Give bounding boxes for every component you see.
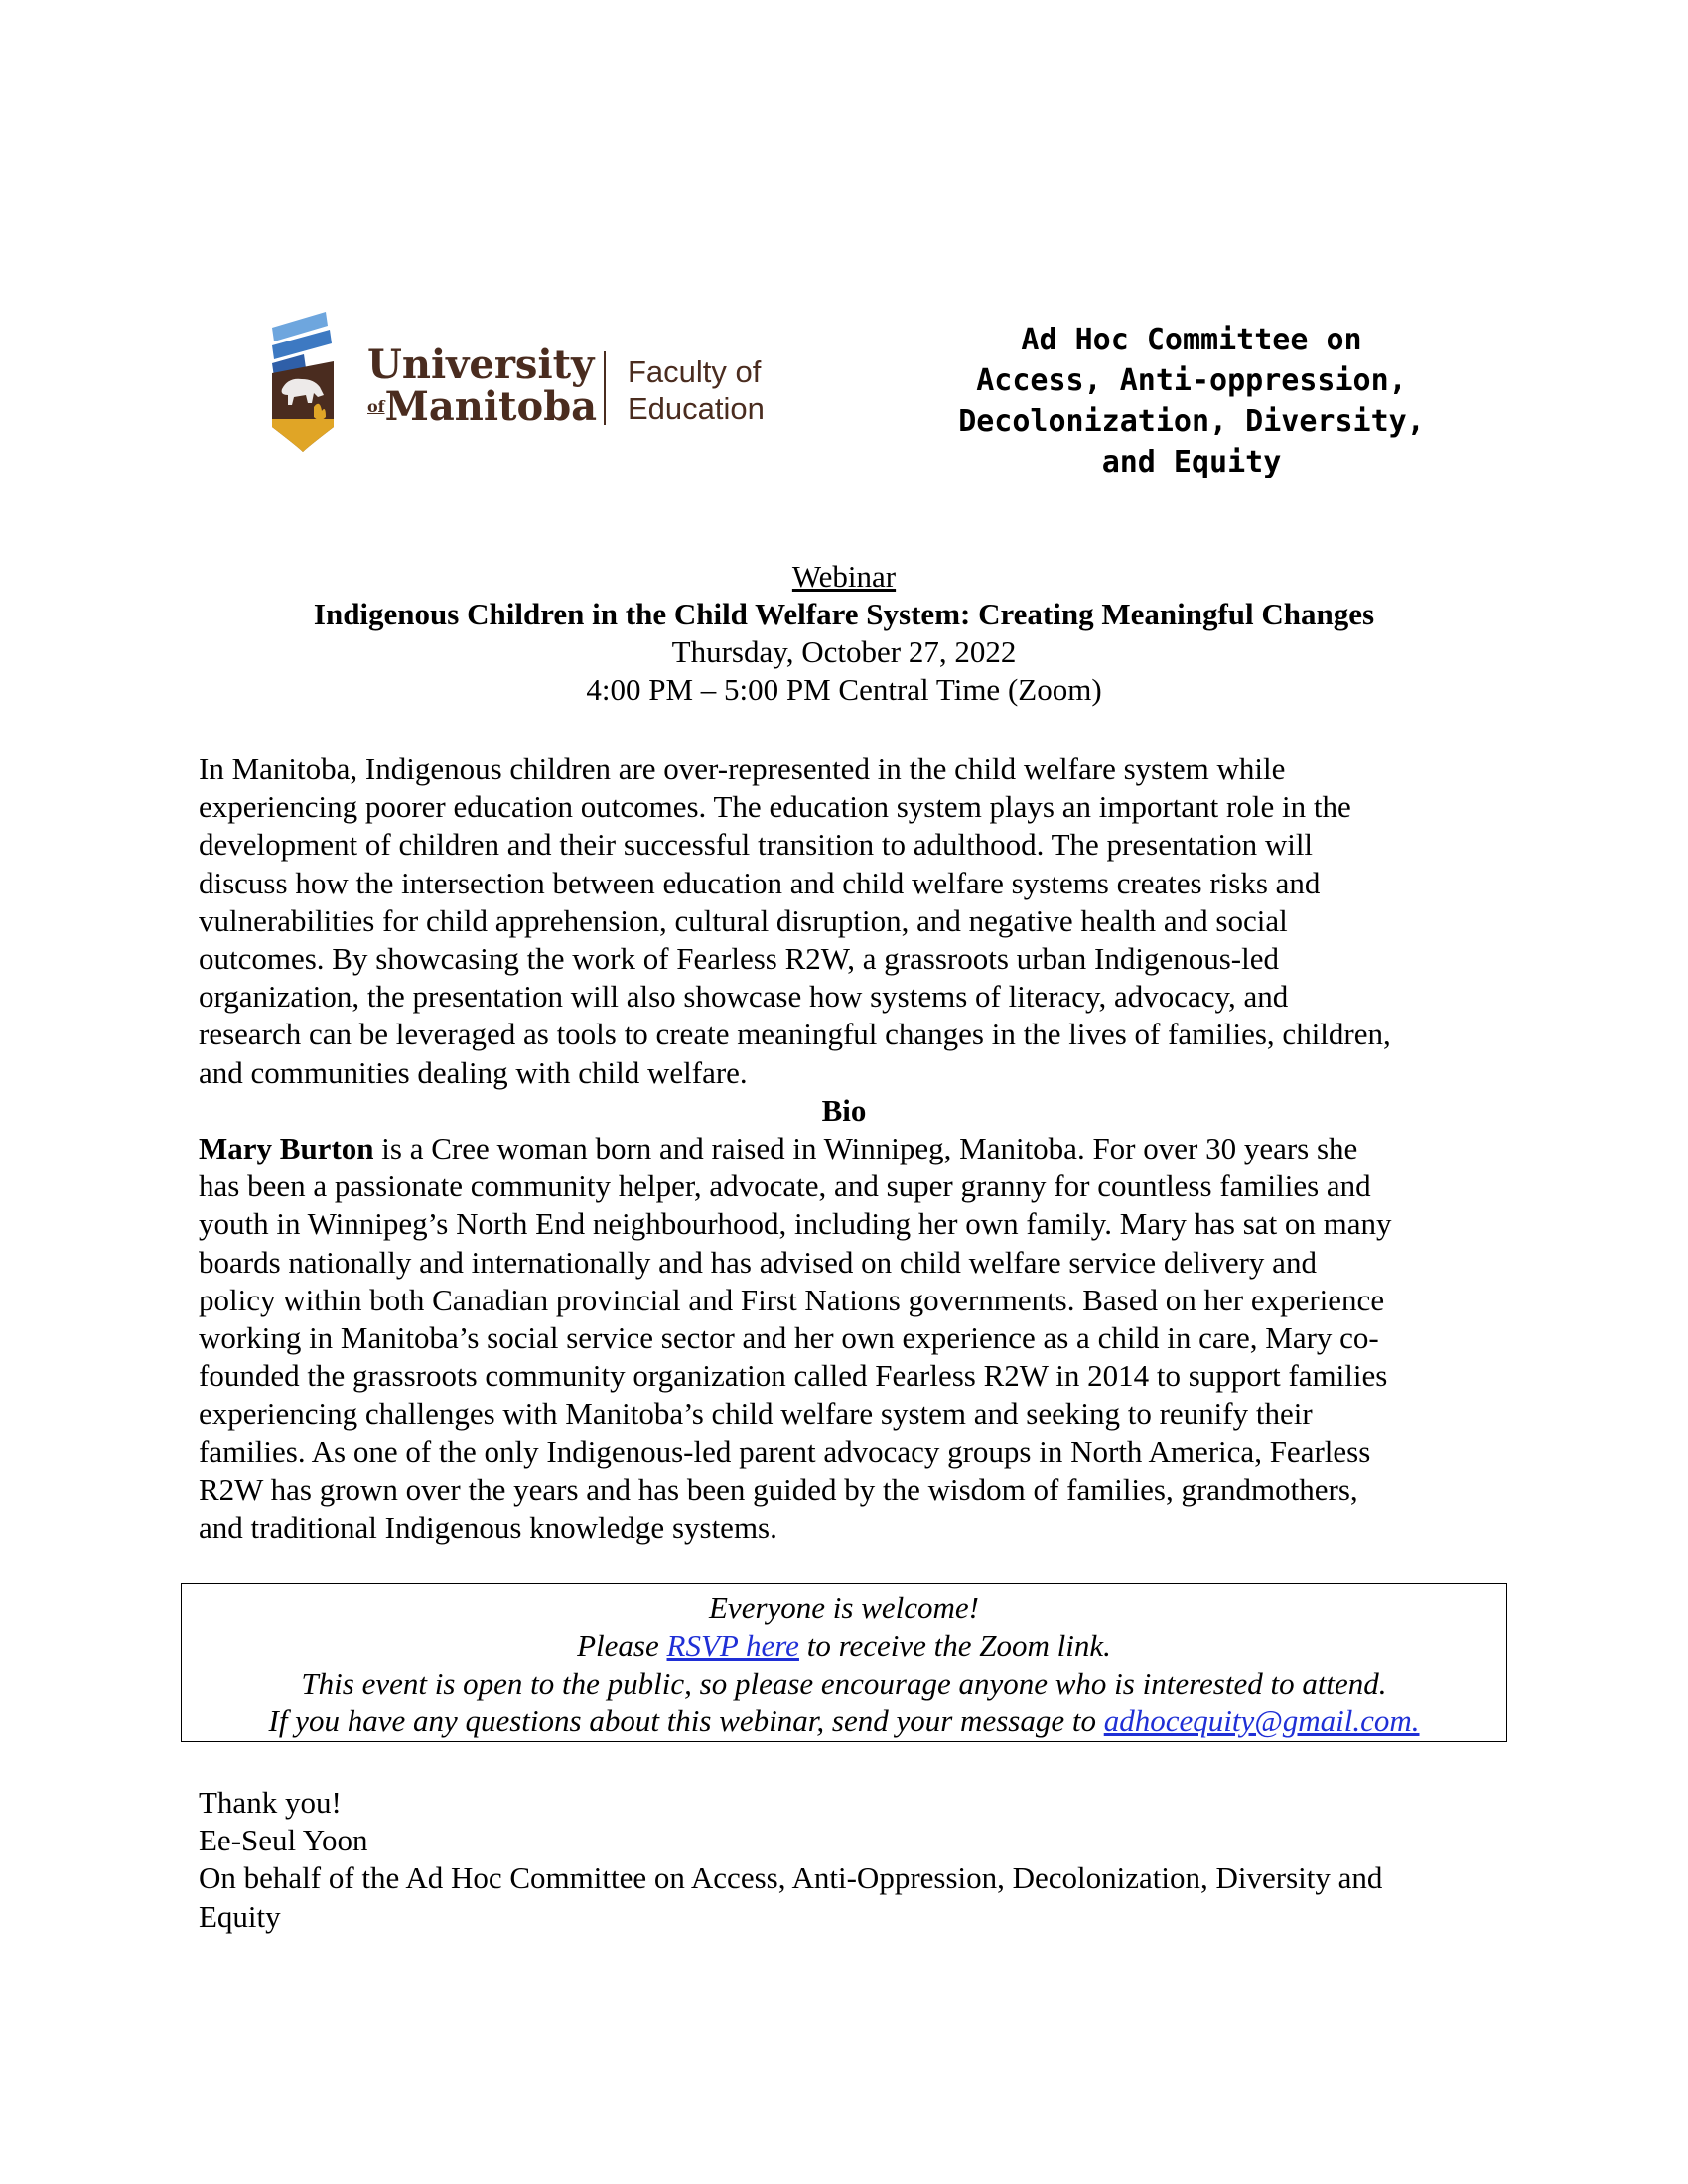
closing-line: Equity xyxy=(199,1898,281,1934)
university-of: of xyxy=(367,397,385,416)
description-line: vulnerabilities for child apprehension, cultural disruption, and negative health and social xyxy=(199,902,1288,938)
closing-signature xyxy=(199,1784,1499,1936)
bio-line: experiencing challenges with Manitoba’s child welfare system and seeking to reunify their xyxy=(199,1396,1313,1432)
public-notice: This event is open to the public, so please encourage anyone who is interested to attend. xyxy=(301,1666,1387,1701)
description-line: outcomes. By showcasing the work of Fearless R2W, a grassroots urban Indigenous-led xyxy=(199,941,1279,977)
bio-text xyxy=(199,1130,1499,1547)
event-date: Thursday, October 27, 2022 xyxy=(671,634,1017,669)
bio-line: youth in Winnipeg’s North End neighbourhood, including her own family. Mary has sat on many xyxy=(199,1206,1392,1242)
event-time: 4:00 PM – 5:00 PM Central Time (Zoom) xyxy=(586,672,1102,707)
bio-line: founded the grassroots community organization called Fearless R2W in 2014 to support families xyxy=(199,1358,1388,1394)
description-line: In Manitoba, Indigenous children are over-represented in the child welfare system while xyxy=(199,751,1286,786)
faculty-line2: Education xyxy=(628,391,765,426)
questions-prefix: If you have any questions about this webinar, send your message to xyxy=(268,1704,1104,1738)
closing-line: On behalf of the Ad Hoc Committee on Access, Anti-Oppression, Decolonization, Diversity and xyxy=(199,1860,1383,1896)
description-line: and communities dealing with child welfare. xyxy=(199,1054,748,1090)
bio-line: families. As one of the only Indigenous-led parent advocacy groups in North America, Fearless xyxy=(199,1433,1371,1469)
bio-line: R2W has grown over the years and has been guided by the wisdom of families, grandmothers, xyxy=(199,1471,1358,1507)
speaker-name: Mary Burton xyxy=(199,1131,374,1165)
committee-heading xyxy=(933,320,1450,482)
committee-line: Ad Hoc Committee on xyxy=(1021,323,1362,357)
bio-heading: Bio xyxy=(821,1093,867,1128)
faculty-line1: Faculty of xyxy=(628,354,762,389)
committee-line: Access, Anti-oppression, xyxy=(976,363,1407,398)
description-line: development of children and their successful transition to adulthood. The presentation will xyxy=(199,827,1314,863)
notice-box xyxy=(181,1583,1507,1742)
closing-line: Ee-Seul Yoon xyxy=(199,1823,368,1858)
university-name-line1: University xyxy=(367,341,595,388)
university-name-line2: Manitoba xyxy=(384,383,598,430)
welcome-text: Everyone is welcome! xyxy=(709,1590,979,1625)
university-logo xyxy=(268,308,784,457)
event-title: Indigenous Children in the Child Welfare System: Creating Meaningful Changes xyxy=(313,597,1375,631)
description-line: discuss how the intersection between education and child welfare systems creates risks and xyxy=(199,865,1321,900)
bio-line: policy within both Canadian provincial and First Nations governments. Based on her experience xyxy=(199,1282,1385,1317)
committee-line: and Equity xyxy=(1101,445,1282,479)
committee-line: Decolonization, Diversity, xyxy=(958,404,1425,439)
description-line: research can be leveraged as tools to create meaningful changes in the lives of families, children, xyxy=(199,1017,1391,1052)
bio-line: and traditional Indigenous knowledge systems. xyxy=(199,1510,777,1546)
event-description xyxy=(199,751,1499,1092)
email-link[interactable]: adhocequity@gmail.com. xyxy=(1103,1704,1420,1738)
bio-line: has been a passionate community helper, advocate, and super granny for countless families and xyxy=(199,1168,1371,1204)
bio-first-line: is a Cree woman born and raised in Winnipeg, Manitoba. For over 30 years she xyxy=(373,1131,1358,1165)
logo-divider xyxy=(604,351,606,425)
closing-line: Thank you! xyxy=(199,1785,342,1820)
description-line: experiencing poorer education outcomes. The education system plays an important role in the xyxy=(199,789,1351,825)
event-type: Webinar xyxy=(791,559,897,594)
bio-line: boards nationally and internationally and has advised on child welfare service delivery and xyxy=(199,1244,1317,1280)
rsvp-suffix: to receive the Zoom link. xyxy=(798,1628,1111,1663)
rsvp-prefix: Please xyxy=(577,1628,667,1663)
bio-line: working in Manitoba’s social service sector and her own experience as a child in care, Mary co- xyxy=(199,1320,1379,1356)
description-line: organization, the presentation will also showcase how systems of literacy, advocacy, and xyxy=(199,979,1289,1015)
rsvp-link[interactable]: RSVP here xyxy=(666,1628,799,1663)
event-info xyxy=(0,558,1688,709)
